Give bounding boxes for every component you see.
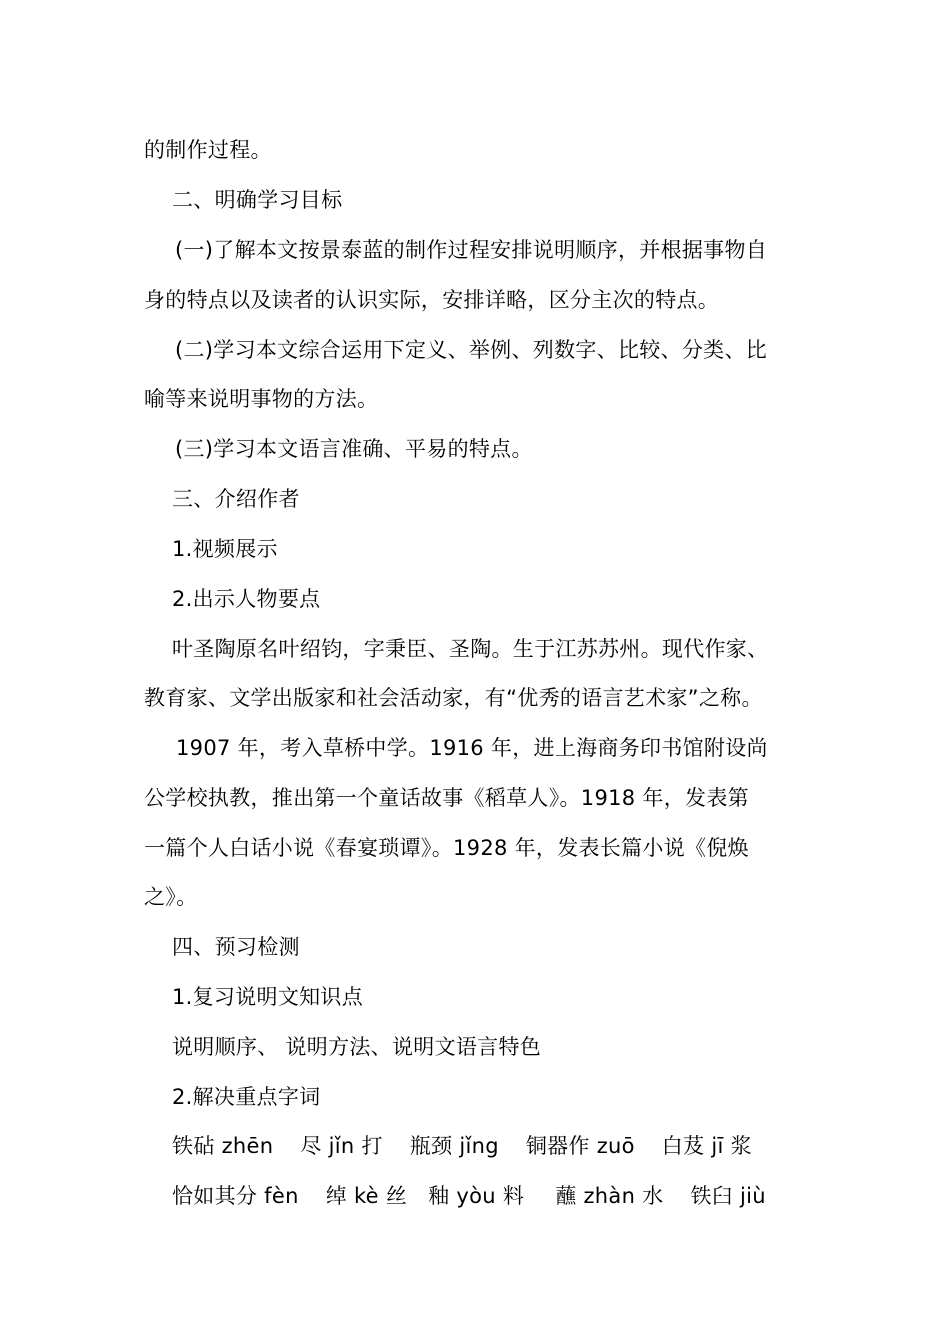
section-heading: 四、预习检测 — [172, 935, 300, 959]
vocab-item: 铁砧 zhēn — [172, 1134, 274, 1158]
text-line: (一)了解本文按景泰蓝的制作过程安排说明顺序，并根据事物自 — [175, 238, 768, 262]
list-item: 2.解决重点字词 — [172, 1085, 321, 1109]
text-line: 之》。 — [144, 885, 198, 909]
text-line: 身的特点以及读者的认识实际，安排详略，区分主次的特点。 — [144, 288, 720, 312]
list-item: 1.复习说明文知识点 — [172, 985, 364, 1009]
text-line: (二)学习本文综合运用下定义、举例、列数字、比较、分类、比 — [175, 338, 768, 362]
text-line: 公学校执教，推出第一个童话故事《稻草人》。1918 年，发表第 — [144, 786, 749, 810]
list-item: 1.视频展示 — [172, 537, 278, 561]
vocab-item: 白芨 jī 浆 — [661, 1134, 752, 1158]
vocab-item: 绰 kè 丝 — [325, 1184, 408, 1208]
text-line: 叶圣陶原名叶绍钧，字秉臣、圣陶。生于江苏苏州。现代作家、 — [172, 637, 769, 661]
vocab-item: 铁臼 jiù — [690, 1184, 766, 1208]
text-line: 一篇个人白话小说《春宴琐谭》。1928 年，发表长篇小说《倪焕 — [144, 836, 749, 860]
text-line: 教育家、文学出版家和社会活动家，有“优秀的语言艺术家”之称。 — [144, 686, 763, 710]
vocab-item: 瓶颈 jǐng — [409, 1134, 499, 1158]
text-line: 喻等来说明事物的方法。 — [144, 387, 379, 411]
vocab-item: 尽 jǐn 打 — [300, 1134, 383, 1158]
list-item: 2.出示人物要点 — [172, 587, 321, 611]
vocab-item: 釉 yòu 料 — [428, 1184, 525, 1208]
text-line: 1907 年，考入草桥中学。1916 年，进上海商务印书馆附设尚 — [176, 736, 768, 760]
vocab-item: 蘸 zhàn 水 — [555, 1184, 664, 1208]
text-line: 说明顺序、 说明方法、说明文语言特色 — [172, 1035, 542, 1059]
vocab-item: 恰如其分 fèn — [172, 1184, 299, 1208]
text-line: (三)学习本文语言准确、平易的特点。 — [175, 437, 533, 461]
section-heading: 三、介绍作者 — [172, 487, 300, 511]
vocab-item: 铜器作 zuō — [525, 1134, 635, 1158]
text-line: 的制作过程。 — [144, 138, 272, 162]
vocab-row — [172, 1131, 836, 1161]
section-heading: 二、明确学习目标 — [172, 188, 343, 212]
vocab-row — [172, 1181, 836, 1211]
